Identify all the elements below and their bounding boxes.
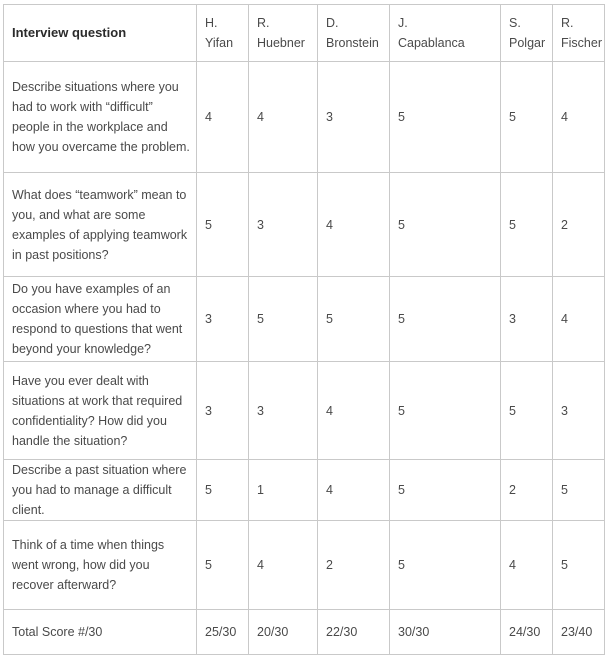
score-cell: 3	[197, 362, 249, 460]
score-cell: 5	[197, 521, 249, 610]
question-column-header: Interview question	[4, 5, 197, 62]
score-cell: 4	[249, 521, 318, 610]
question-cell: Think of a time when things went wrong, how did you recover afterward?	[4, 521, 197, 610]
candidate-header-capablanca: J. Capablanca	[390, 5, 501, 62]
score-cell: 3	[249, 362, 318, 460]
score-cell: 5	[553, 460, 605, 521]
score-cell: 5	[249, 277, 318, 362]
score-cell: 5	[501, 62, 553, 173]
table-row	[4, 362, 605, 460]
score-cell: 5	[390, 173, 501, 277]
interview-score-table	[3, 4, 605, 655]
score-cell: 4	[318, 173, 390, 277]
question-cell: What does “teamwork” mean to you, and what are some examples of applying teamwork in past positions?	[4, 173, 197, 277]
score-cell: 4	[318, 460, 390, 521]
score-cell: 3	[553, 362, 605, 460]
candidate-header-polgar: S. Polgar	[501, 5, 553, 62]
table-row	[4, 277, 605, 362]
score-cell: 4	[318, 362, 390, 460]
candidate-header-bronstein: D. Bronstein	[318, 5, 390, 62]
total-score-cell: 24/30	[501, 610, 553, 655]
score-cell: 5	[553, 521, 605, 610]
score-cell: 5	[390, 277, 501, 362]
candidate-header-huebner: R. Huebner	[249, 5, 318, 62]
table-row	[4, 173, 605, 277]
total-score-cell: 23/40	[553, 610, 605, 655]
score-cell: 3	[501, 277, 553, 362]
score-cell: 3	[249, 173, 318, 277]
table-row	[4, 62, 605, 173]
score-cell: 5	[390, 362, 501, 460]
total-score-cell: 25/30	[197, 610, 249, 655]
question-cell: Describe situations where you had to work with “difficult” people in the workplace and how you overcame the problem.	[4, 62, 197, 173]
score-cell: 2	[553, 173, 605, 277]
candidate-header-fischer: R. Fischer	[553, 5, 605, 62]
total-score-cell: 30/30	[390, 610, 501, 655]
score-cell: 4	[501, 521, 553, 610]
score-cell: 5	[197, 460, 249, 521]
score-cell: 5	[390, 460, 501, 521]
total-score-label: Total Score #/30	[4, 610, 197, 655]
score-cell: 5	[501, 362, 553, 460]
question-cell: Describe a past situation where you had to manage a difficult client.	[4, 460, 197, 521]
score-cell: 2	[318, 521, 390, 610]
score-cell: 3	[197, 277, 249, 362]
score-cell: 1	[249, 460, 318, 521]
candidate-header-yifan: H. Yifan	[197, 5, 249, 62]
score-cell: 4	[553, 62, 605, 173]
total-score-cell: 20/30	[249, 610, 318, 655]
score-cell: 2	[501, 460, 553, 521]
score-cell: 5	[501, 173, 553, 277]
score-cell: 5	[318, 277, 390, 362]
score-cell: 4	[197, 62, 249, 173]
interview-score-table-container	[3, 4, 604, 655]
score-cell: 4	[249, 62, 318, 173]
total-score-cell: 22/30	[318, 610, 390, 655]
score-cell: 4	[553, 277, 605, 362]
score-cell: 5	[197, 173, 249, 277]
table-row	[4, 460, 605, 521]
score-cell: 5	[390, 521, 501, 610]
total-score-row	[4, 610, 605, 655]
table-row	[4, 521, 605, 610]
score-cell: 3	[318, 62, 390, 173]
score-cell: 5	[390, 62, 501, 173]
question-cell: Do you have examples of an occasion where you had to respond to questions that went beyond your knowledge?	[4, 277, 197, 362]
question-cell: Have you ever dealt with situations at work that required confidentiality? How did you handle the situation?	[4, 362, 197, 460]
header-row	[4, 5, 605, 62]
